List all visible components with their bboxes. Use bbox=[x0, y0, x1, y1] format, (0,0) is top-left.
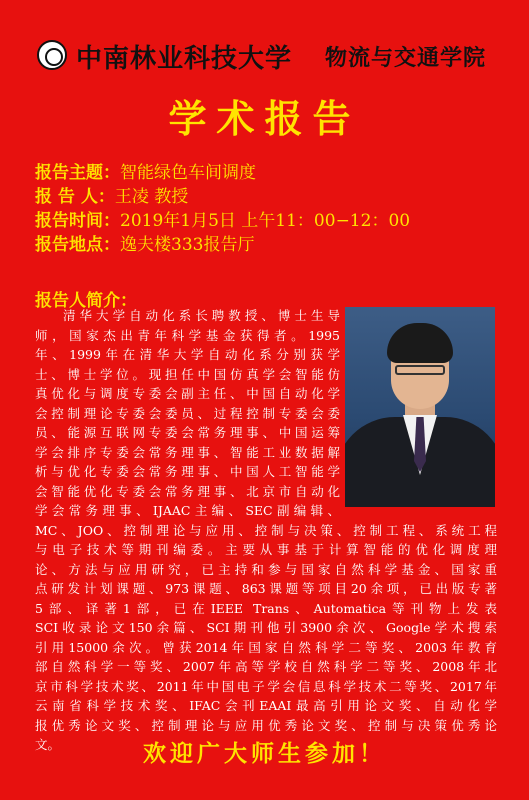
speaker-label: 报 告 人： bbox=[35, 187, 115, 207]
university-name: 中南林业科技大学 bbox=[76, 44, 293, 74]
bio-line: 云南省科学技术奖、IFAC会刊EAAI最高引用论文奖、自动化学 bbox=[35, 698, 497, 713]
place-row bbox=[35, 233, 515, 257]
speaker-row bbox=[35, 185, 515, 209]
college-name: 物流与交通学院 bbox=[325, 45, 487, 71]
bio-line: 京市科学技术奖、2011年中国电子学会信息科学技术二等奖、2017年 bbox=[35, 678, 497, 694]
bio-text bbox=[35, 306, 497, 755]
bio-line: 析与优化专委会常务理事、中国人工智能学 bbox=[35, 464, 340, 479]
time-row bbox=[35, 209, 515, 233]
bio-line: 文。 bbox=[35, 737, 61, 752]
bio-line: 引用15000余次。曾获2014年国家自然科学二等奖、2003年教育 bbox=[35, 639, 497, 655]
bio-label: 报告人简介： bbox=[35, 291, 137, 311]
bio-line: 会控制理论专委会委员、过程控制专委会委 bbox=[35, 405, 340, 421]
bio-line: MC、JOO、控制理论与应用、控制与决策、控制工程、系统工程 bbox=[35, 522, 497, 538]
bio-line: 学会排序专委会常务理事、智能工业数据解 bbox=[35, 444, 340, 460]
bio-line: 会智能优化专委会常务理事、北京市自动化 bbox=[35, 483, 340, 499]
topic-row bbox=[35, 161, 515, 185]
time-value: 2019年1月5日 上午11：00−12：00 bbox=[120, 211, 411, 231]
place-value: 逸夫楼333报告厅 bbox=[120, 235, 255, 255]
bio-line: 学会常务理事、IJAAC主编、SEC副编辑、 bbox=[35, 503, 340, 518]
bio-line: SCI收录论文150余篇、SCI期刊他引3900余次、Google学术搜索 bbox=[35, 620, 497, 635]
time-label: 报告时间： bbox=[35, 211, 120, 231]
speaker-value: 王凌 教授 bbox=[114, 187, 189, 207]
bio-line: 师，国家杰出青年科学基金获得者。1995 bbox=[35, 327, 340, 343]
bio-line: 5部、译著1部，已在IEEE Trans、Automatica等刊物上发表 bbox=[35, 600, 497, 616]
bio-line: 点研发计划课题、973课题、863课题等项目20余项，已出版专著 bbox=[35, 581, 497, 596]
bio-line: 员、能源互联网专委会常务理事、中国运筹 bbox=[35, 425, 340, 440]
topic-value: 智能绿色车间调度 bbox=[120, 163, 256, 183]
bio-line: 士、博士学位。现担任中国仿真学会智能仿 bbox=[35, 366, 340, 382]
bio-line: 部自然科学一等奖、2007年高等学校自然科学二等奖、2008年北 bbox=[35, 659, 497, 674]
place-label: 报告地点： bbox=[35, 235, 120, 255]
bio-line: 清华大学自动化系长聘教授、博士生导 bbox=[63, 308, 340, 323]
bio-line: 年、1999年在清华大学自动化系分别获学 bbox=[35, 347, 340, 362]
bio-line: 真优化与调度专委会副主任、中国自动化学 bbox=[35, 386, 340, 401]
welcome-text: 欢迎广大师生参加！ bbox=[143, 740, 386, 767]
poster-title: 学术报告 bbox=[168, 97, 361, 141]
bio-line: 报优秀论文奖、控制理论与应用优秀论文奖、控制与决策优秀论 bbox=[35, 717, 497, 733]
university-logo-icon bbox=[37, 40, 67, 70]
report-info bbox=[35, 161, 515, 257]
bio-line: 与电子技术等期刊编委。主要从事基于计算智能的优化调度理 bbox=[35, 542, 497, 557]
topic-label: 报告主题： bbox=[35, 163, 120, 183]
bio-line: 论、方法与应用研究，已主持和参与国家自然科学基金、国家重 bbox=[35, 561, 497, 577]
